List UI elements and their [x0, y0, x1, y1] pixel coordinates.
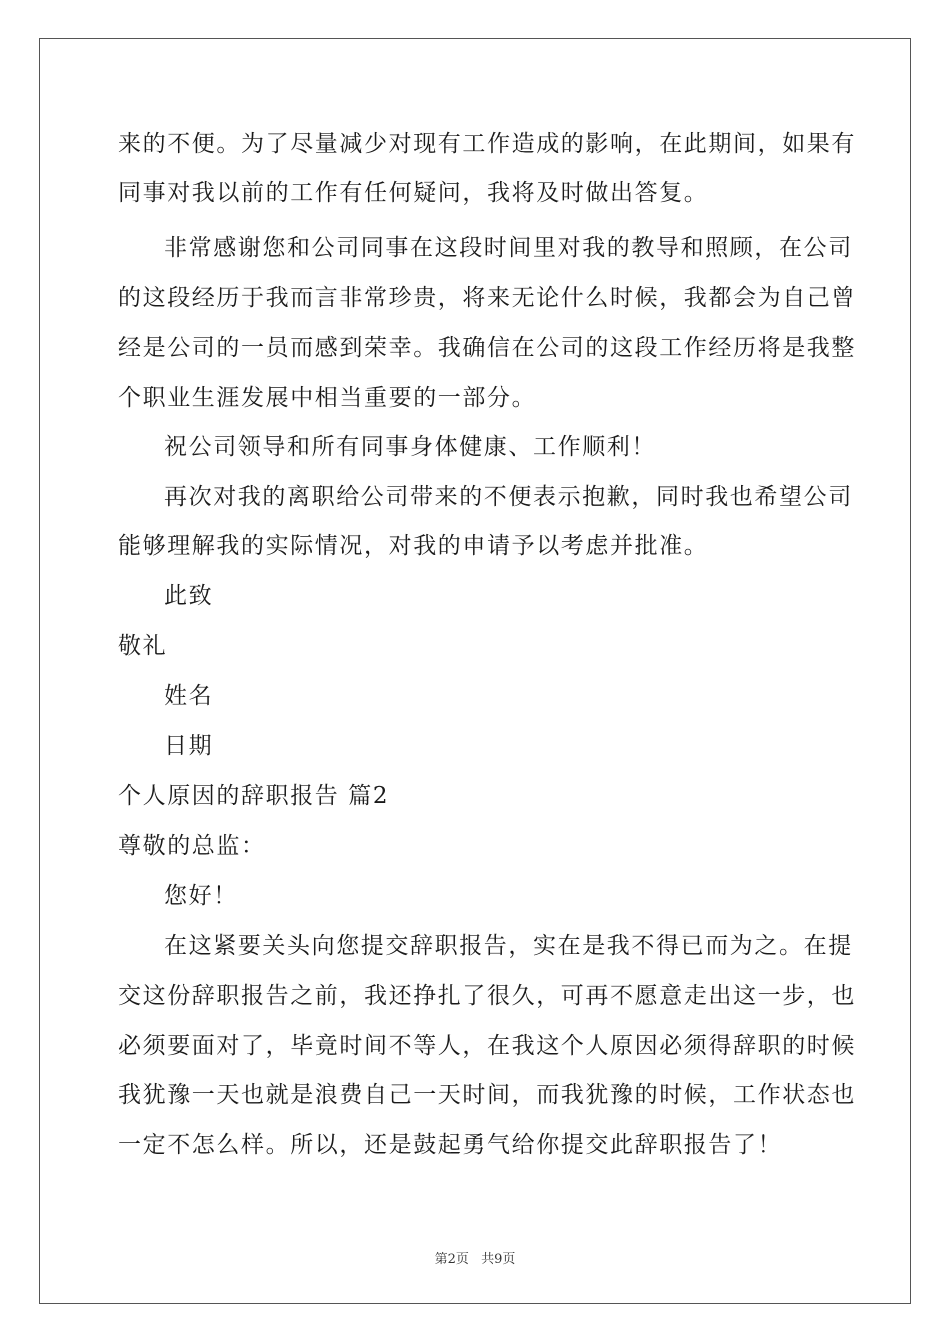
paragraph-line: 经是公司的一员而感到荣幸。我确信在公司的这段工作经历将是我整 — [118, 335, 856, 361]
paragraph-line: 非常感谢您和公司同事在这段时间里对我的教导和照顾，在公司 — [164, 235, 853, 261]
paragraph-line: 个职业生涯发展中相当重要的一部分。 — [118, 385, 537, 411]
paragraph-line: 必须要面对了，毕竟时间不等人，在我这个人原因必须得辞职的时候 — [118, 1033, 856, 1059]
page-total: 共9页 — [481, 1252, 516, 1267]
page-footer — [0, 1248, 950, 1267]
paragraph-line: 在这紧要关头向您提交辞职报告，实在是我不得已而为之。在提 — [164, 933, 853, 959]
paragraph-line: 祝公司领导和所有同事身体健康、工作顺利！ — [164, 434, 656, 460]
paragraph-line: 的这段经历于我而言非常珍贵，将来无论什么时候，我都会为自己曾 — [118, 285, 856, 311]
letter-greeting: 您好！ — [164, 883, 238, 909]
page-frame — [39, 38, 911, 1304]
section-heading: 个人原因的辞职报告 篇2 — [118, 783, 390, 809]
paragraph-line: 我犹豫一天也就是浪费自己一天时间，而我犹豫的时候，工作状态也 — [118, 1082, 856, 1108]
paragraph-line: 再次对我的离职给公司带来的不便表示抱歉，同时我也希望公司 — [164, 484, 853, 510]
signature-date: 日期 — [164, 733, 214, 759]
closing-regards: 敬礼 — [118, 633, 168, 659]
page-number: 第2页 — [434, 1252, 469, 1267]
paragraph-line: 能够理解我的实际情况，对我的申请予以考虑并批准。 — [118, 533, 709, 559]
paragraph-line: 来的不便。为了尽量减少对现有工作造成的影响，在此期间，如果有 — [118, 131, 856, 157]
signature-name: 姓名 — [164, 683, 214, 709]
closing-salutation: 此致 — [164, 583, 214, 609]
letter-addressee: 尊敬的总监： — [118, 833, 266, 859]
paragraph-line: 同事对我以前的工作有任何疑问，我将及时做出答复。 — [118, 180, 709, 206]
paragraph-line: 一定不怎么样。所以，还是鼓起勇气给你提交此辞职报告了！ — [118, 1132, 783, 1158]
paragraph-line: 交这份辞职报告之前，我还挣扎了很久，可再不愿意走出这一步，也 — [118, 983, 856, 1009]
